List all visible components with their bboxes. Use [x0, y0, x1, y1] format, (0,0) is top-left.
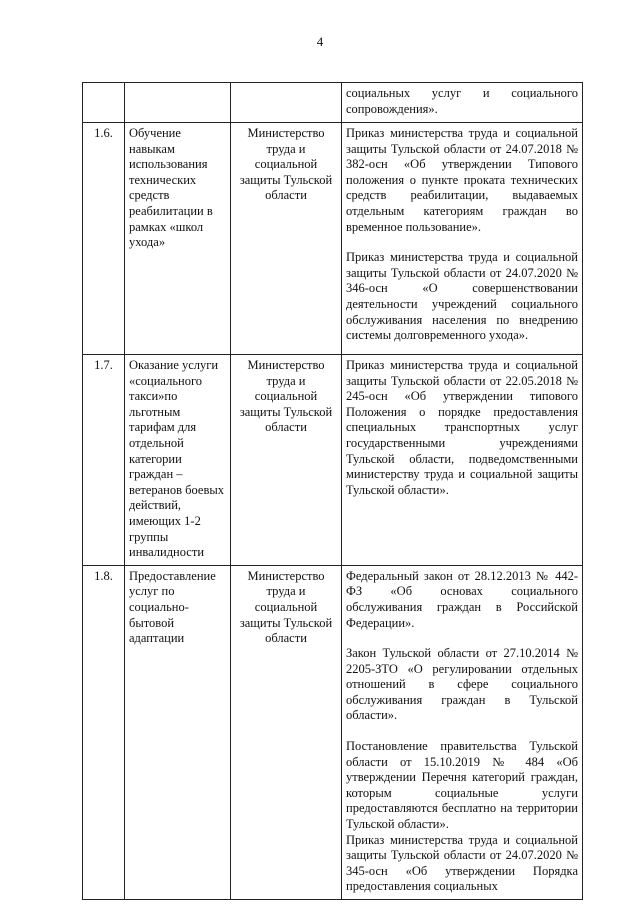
cell-number: 1.6. — [83, 123, 125, 355]
cell-number: 1.8. — [83, 565, 125, 899]
cell-service-name — [125, 83, 231, 123]
legal-basis-paragraph: Постановление правительства Тульской области от 15.10.2019 № 484 «Об утверждении Перечня категорий граждан, которым социальные услуги предоставляются бесплатно на территории Тульской области». — [346, 739, 578, 832]
responsible-org: Министерство труда и социальной защиты Тульской области — [239, 126, 333, 203]
service-name: Обучение навыкам использования технических средств реабилитации в рамках «школ ухода» — [129, 126, 213, 250]
cell-responsible — [231, 123, 342, 355]
page-number: 4 — [316, 34, 324, 49]
cell-service-name — [125, 123, 231, 355]
legal-basis-paragraph: Закон Тульской области от 27.10.2014 № 2205-ЗТО «О регулировании отдельных отношений в сфере социального обслуживания граждан в Тульской области». — [346, 646, 578, 723]
table-row-1-7 — [83, 355, 583, 566]
table-row-1-8 — [83, 565, 583, 899]
cell-legal-basis — [342, 355, 583, 566]
cell-legal-basis — [342, 565, 583, 899]
legal-basis-paragraph: Федеральный закон от 28.12.2013 № 442-ФЗ «Об основах социального обслуживания граждан в Российской Федерации». — [346, 568, 578, 630]
services-table — [82, 82, 583, 900]
service-name: Оказание услуги «социального такси»по льготным тарифам для отдельной категории граждан – ветеранов боевых действий, имеющих 1-2 группы инвалидности — [129, 358, 225, 560]
cell-number: 1.7. — [83, 355, 125, 566]
responsible-org: Министерство труда и социальной защиты Тульской области — [239, 568, 333, 646]
cell-service-name — [125, 355, 231, 566]
cell-responsible — [231, 355, 342, 566]
legal-basis-paragraph: Приказ министерства труда и социальной защиты Тульской области от 24.07.2020 № 346-осн «О совершенствовании деятельности учреждений социального обслуживания населения по внедрению системы долговременного ухода». — [346, 250, 578, 343]
cell-service-name — [125, 565, 231, 899]
legal-basis-paragraph: Приказ министерства труда и социальной защиты Тульской области от 22.05.2018 № 245-осн «Об утверждении типового Положения о порядке предоставления специальных транспортных услуг государственными учреждениями Тульской области, подведомственными министерству труда и социальной защиты Тульской области». — [346, 358, 578, 497]
cell-responsible — [231, 83, 342, 123]
table-row-continuation — [83, 83, 583, 123]
legal-basis-paragraph: Приказ министерства труда и социальной защиты Тульской области от 24.07.2018 № 382-осн «Об утверждении Типового положения о пункте проката технических средств реабилитации, выдаваемых отдельным категориям граждан во временное пользование». — [346, 126, 578, 234]
responsible-org: Министерство труда и социальной защиты Тульской области — [239, 358, 333, 435]
legal-basis-paragraph: социальных услуг и социального сопровождения». — [346, 86, 578, 116]
service-name: Предоставление услуг по социально- бытовой адаптации — [129, 568, 216, 646]
table-row-1-6 — [83, 123, 583, 355]
cell-legal-basis — [342, 83, 583, 123]
cell-legal-basis — [342, 123, 583, 355]
legal-basis-paragraph: Приказ министерства труда и социальной защиты Тульской области от 24.07.2020 № 345-осн «Об утверждении Порядка предоставления социальных — [346, 832, 578, 894]
cell-responsible — [231, 565, 342, 899]
cell-number — [83, 83, 125, 123]
